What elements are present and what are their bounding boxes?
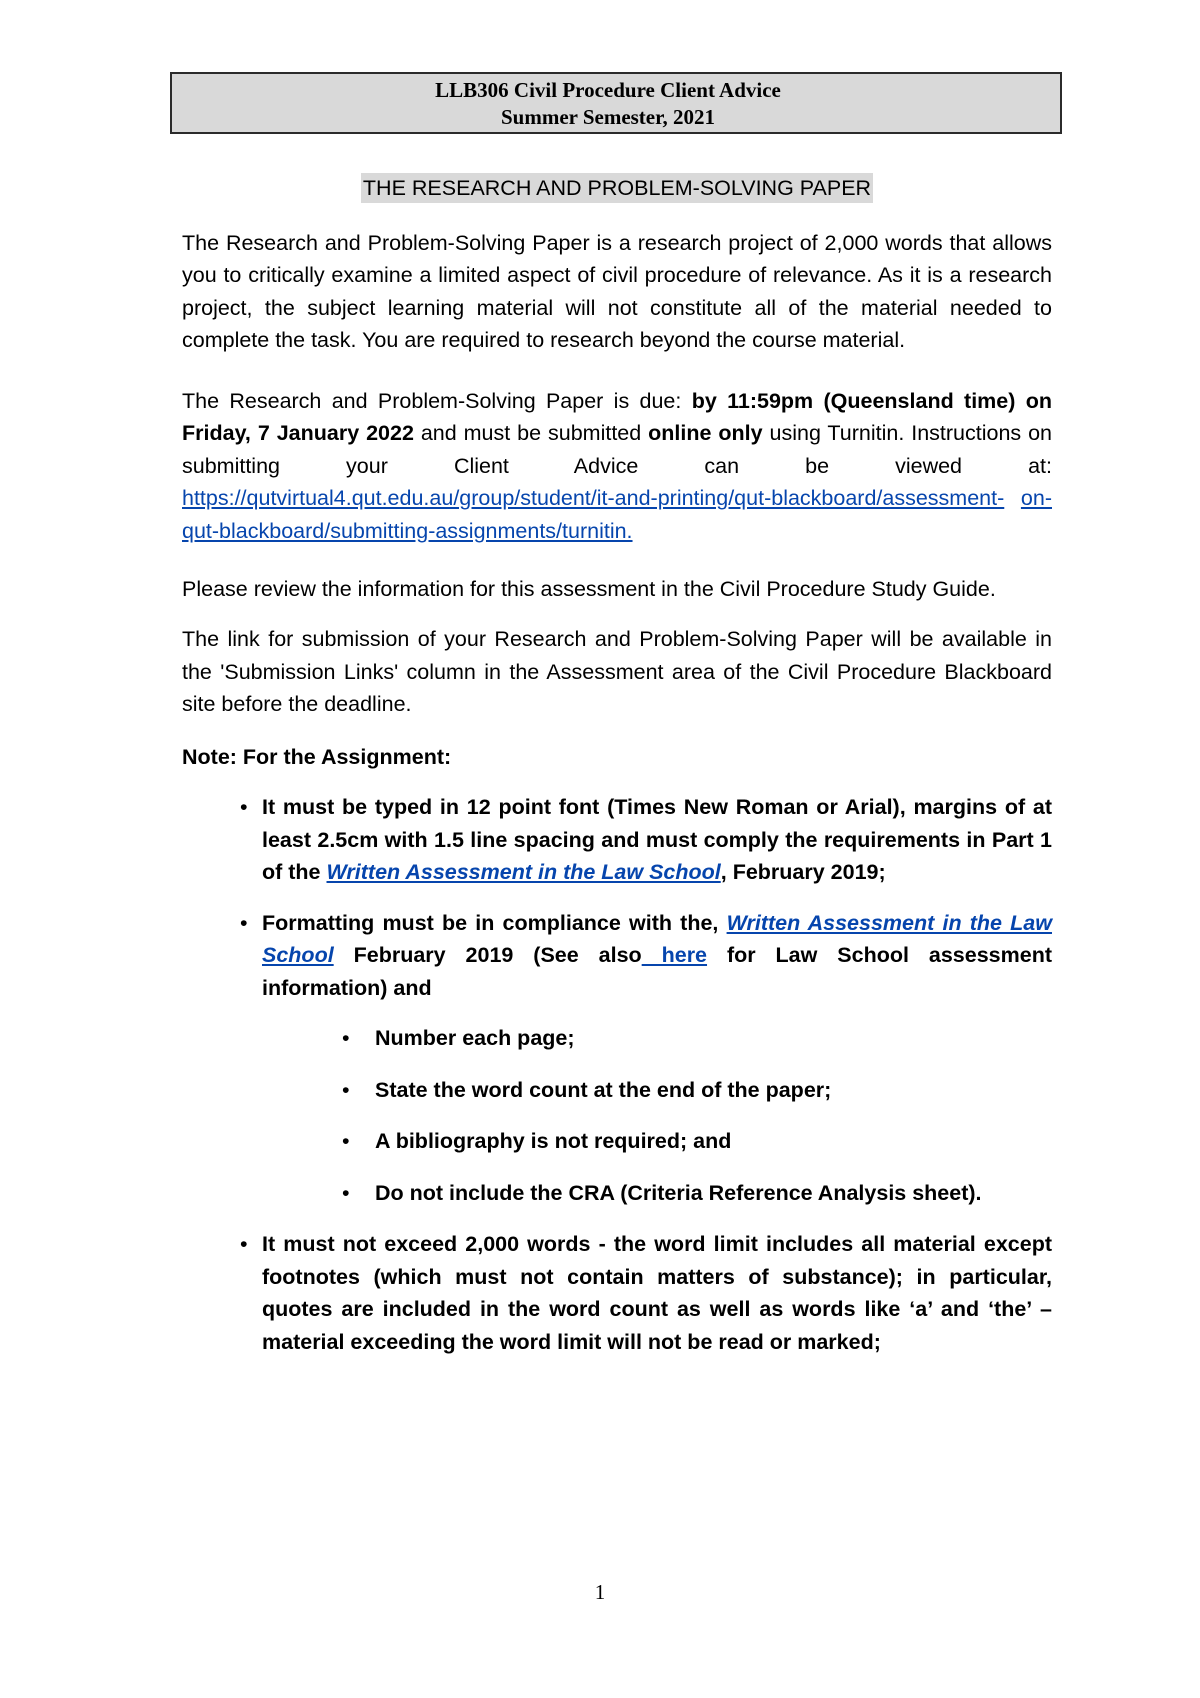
bullet-icon: • bbox=[240, 1232, 248, 1256]
written-assessment-link[interactable]: Written Assessment in the Law School bbox=[262, 910, 1052, 967]
requirement-item bbox=[182, 907, 1052, 1210]
note-heading: Note: For the Assignment: bbox=[182, 744, 452, 769]
sublist-text: A bibliography is not required; and bbox=[375, 1129, 732, 1153]
requirement-text: It must be typed in 12 point font (Times New Roman or Arial), margins of at least 2.5cm with 1.5 line spacing and must comply the requirements in Part 1 of the bbox=[262, 795, 1052, 884]
here-link[interactable]: here bbox=[641, 943, 708, 967]
review-paragraph: Please review the information for this assessment in the Civil Procedure Study Guide. bbox=[182, 577, 996, 601]
sublist-item bbox=[182, 1022, 1052, 1055]
due-text-2: and must be submitted bbox=[413, 421, 649, 445]
due-text-3: using Turnitin. Instructions on submitting your Client Advice can be viewed at: bbox=[182, 421, 1052, 478]
requirements-list bbox=[182, 791, 1052, 1358]
sublist-item bbox=[182, 1074, 1052, 1107]
bullet-icon: • bbox=[240, 795, 248, 819]
due-text-1: The Research and Problem-Solving Paper is due: bbox=[182, 388, 692, 413]
requirement-item bbox=[182, 791, 1052, 889]
sublist-text: State the word count at the end of the paper; bbox=[375, 1077, 832, 1102]
sublist-text: Do not include the CRA (Criteria Reference Analysis sheet). bbox=[375, 1180, 982, 1205]
sublist-item bbox=[182, 1177, 1052, 1210]
due-online-only: online only bbox=[648, 421, 763, 445]
turnitin-link-part2[interactable]: on-qut-blackboard/submitting-assignments/turnitin. bbox=[182, 486, 1052, 543]
paper-title: THE RESEARCH AND PROBLEM-SOLVING PAPER bbox=[361, 173, 873, 203]
requirement-item bbox=[182, 1228, 1052, 1358]
bullet-icon: • bbox=[342, 1129, 350, 1153]
requirement-text: It must not exceed 2,000 words - the word limit includes all material except footnotes (which must not contain matters of substance); in particular, quotes are included in the word count as well as words like ‘a’ and ‘the’ – material exceeding the word limit will not be read or marked; bbox=[262, 1232, 1052, 1354]
intro-paragraph: The Research and Problem-Solving Paper is a research project of 2,000 words that allows you to critically examine a limited aspect of civil procedure of relevance. As it is a research project, the subject learning material will not constitute all of the material needed to complete the task. You are required to research beyond the course material. bbox=[182, 230, 1052, 352]
bullet-icon: • bbox=[342, 1180, 350, 1205]
bullet-icon: • bbox=[240, 910, 248, 935]
turnitin-link-part1[interactable]: https://qutvirtual4.qut.edu.au/group/student/it-and-printing/qut-blackboard/assessment- bbox=[182, 486, 1005, 510]
course-header-box bbox=[170, 72, 1062, 134]
formatting-sublist bbox=[262, 1022, 1052, 1209]
requirement-text: Formatting must be in compliance with the, bbox=[262, 910, 727, 935]
course-title: LLB306 Civil Procedure Client Advice bbox=[435, 78, 781, 102]
sublist-text: Number each page; bbox=[375, 1026, 575, 1050]
bullet-icon: • bbox=[342, 1077, 350, 1102]
sublist-item bbox=[182, 1125, 1052, 1158]
requirement-text-end: for Law School assessment information) and bbox=[262, 943, 1053, 1000]
written-assessment-link[interactable]: Written Assessment in the Law School bbox=[326, 860, 721, 884]
bullet-icon: • bbox=[342, 1026, 350, 1050]
due-paragraph bbox=[182, 385, 1052, 548]
submission-link-paragraph: The link for submission of your Research and Problem-Solving Paper will be available in the 'Submission Links' column in the Assessment area of the Civil Procedure Blackboard site before the deadline. bbox=[182, 627, 1052, 716]
requirement-text-end: , February 2019; bbox=[720, 860, 886, 884]
document-body bbox=[182, 172, 1052, 1358]
page-number: 1 bbox=[594, 1580, 606, 1604]
requirement-text-mid: February 2019 (See also bbox=[333, 943, 642, 967]
due-deadline: by 11:59pm (Queensland time) on Friday, 7 January 2022 bbox=[182, 388, 1052, 445]
semester-label: Summer Semester, 2021 bbox=[500, 105, 716, 129]
